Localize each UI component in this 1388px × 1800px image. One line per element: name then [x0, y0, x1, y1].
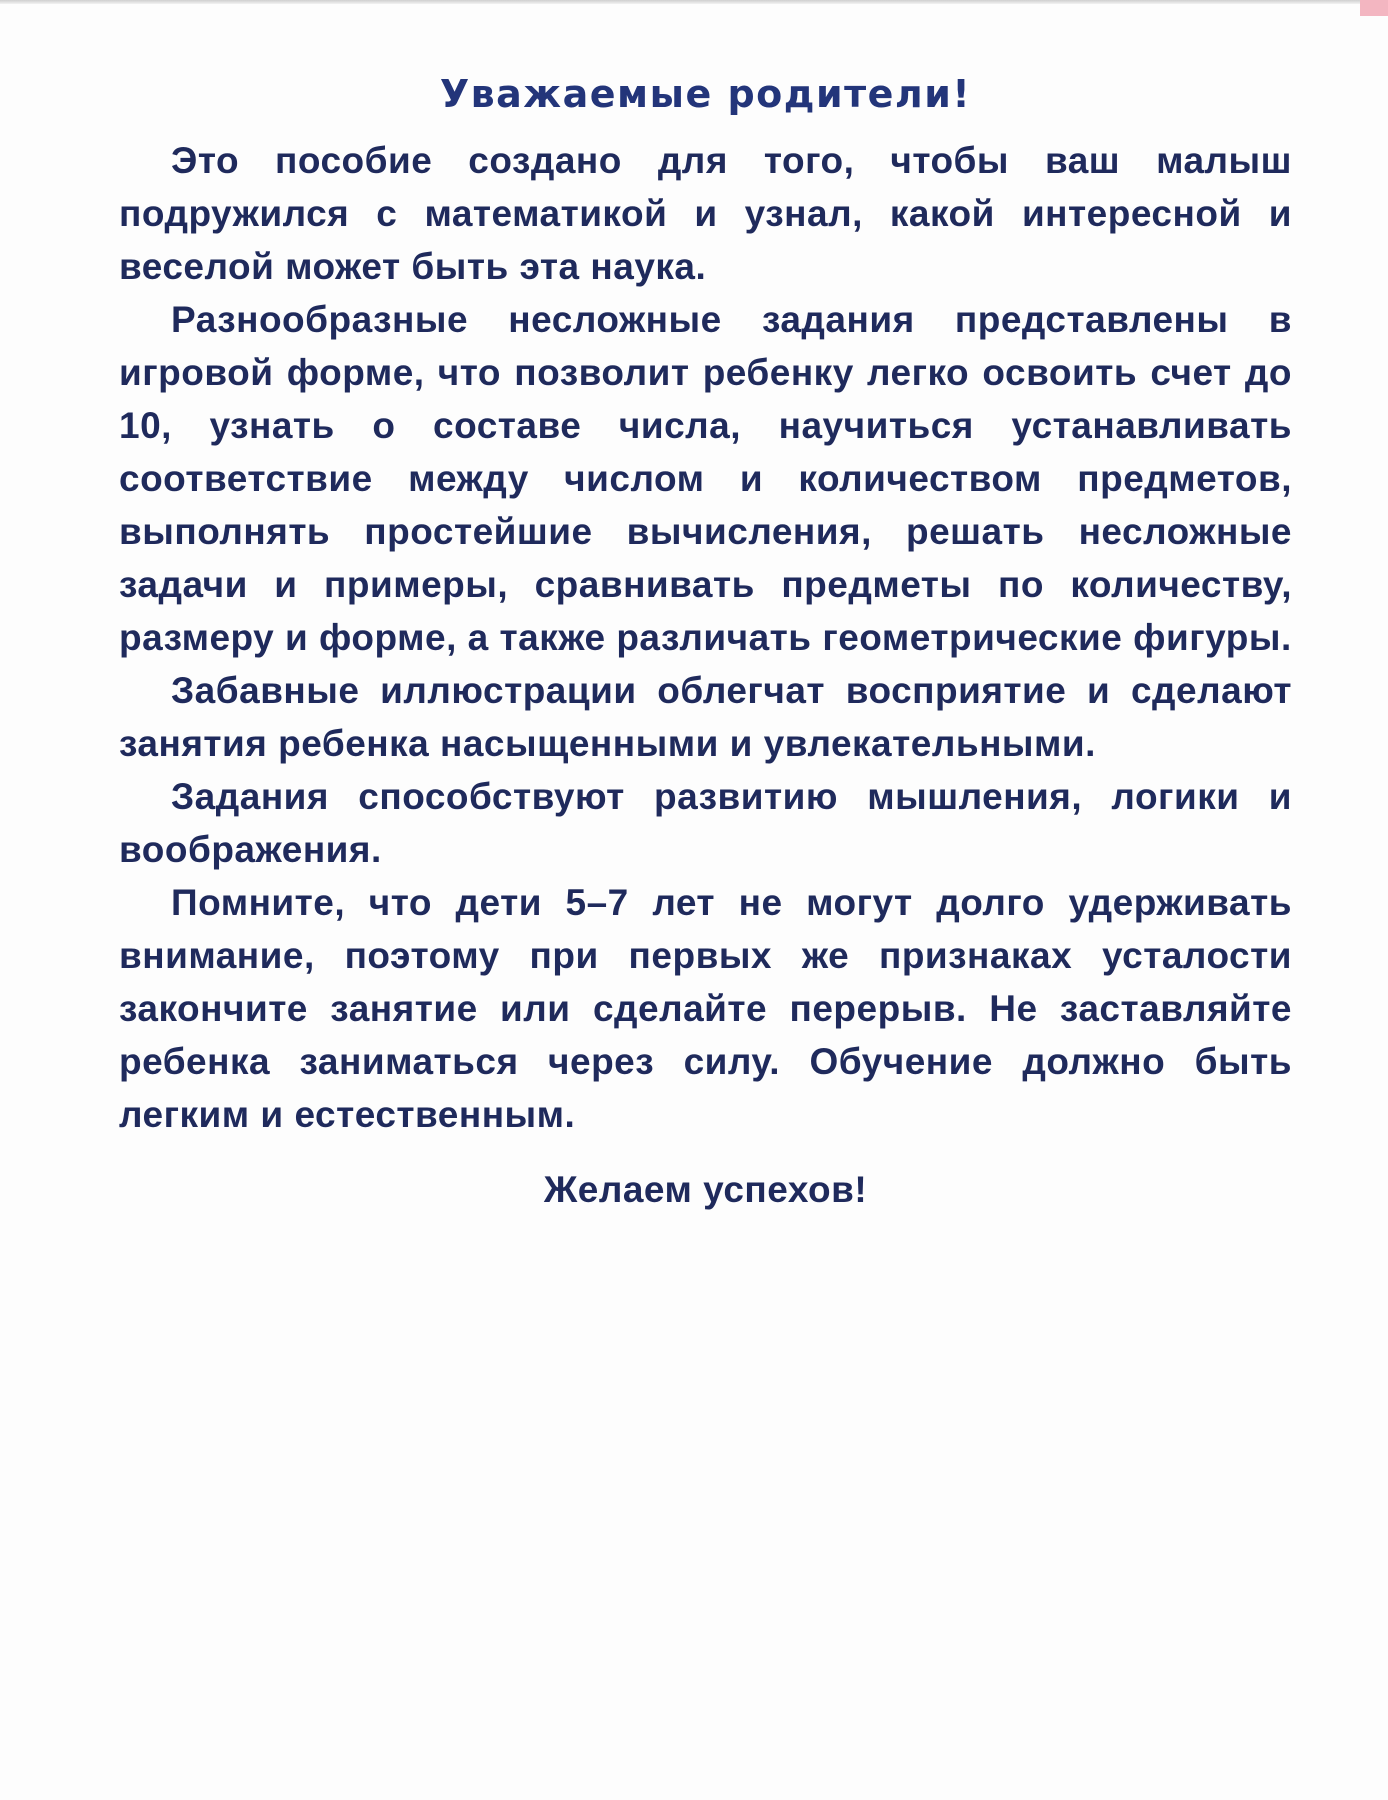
paragraph-illustrations: Забавные иллюстрации облегчат восприятие и сделают занятия ребенка насыщенными и увлекательными. — [119, 670, 1292, 764]
paragraph-advice: Помните, что дети 5–7 лет не могут долго удерживать внимание, поэтому при первых же признаках усталости закончите занятие или сделайте перерыв. Не заставляйте ребенка заниматься через силу. Обучение должно быть легким и естественным. — [119, 882, 1292, 1135]
closing-wish: Желаем успехов! — [543, 1169, 868, 1210]
corner-color-mark — [1360, 0, 1388, 16]
paragraph-intro: Это пособие создано для того, чтобы ваш малыш подружился с математикой и узнал, какой интересной и веселой может быть эта наука. — [119, 140, 1292, 287]
paragraph-tasks: Разнообразные несложные задания представлены в игровой форме, что позволит ребенку легко освоить счет до 10, узнать о составе числа, научиться устанавливать соответствие между числом и количеством предметов, выполнять простейшие вычисления, решать несложные задачи и примеры, сравнивать предметы по количеству, размеру и форме, а также различать геометрические фигуры. — [119, 299, 1292, 658]
paragraph-development: Задания способствуют развитию мышления, логики и воображения. — [119, 776, 1292, 870]
top-edge-rule — [0, 0, 1388, 4]
letter-title: Уважаемые родители! — [439, 72, 972, 116]
